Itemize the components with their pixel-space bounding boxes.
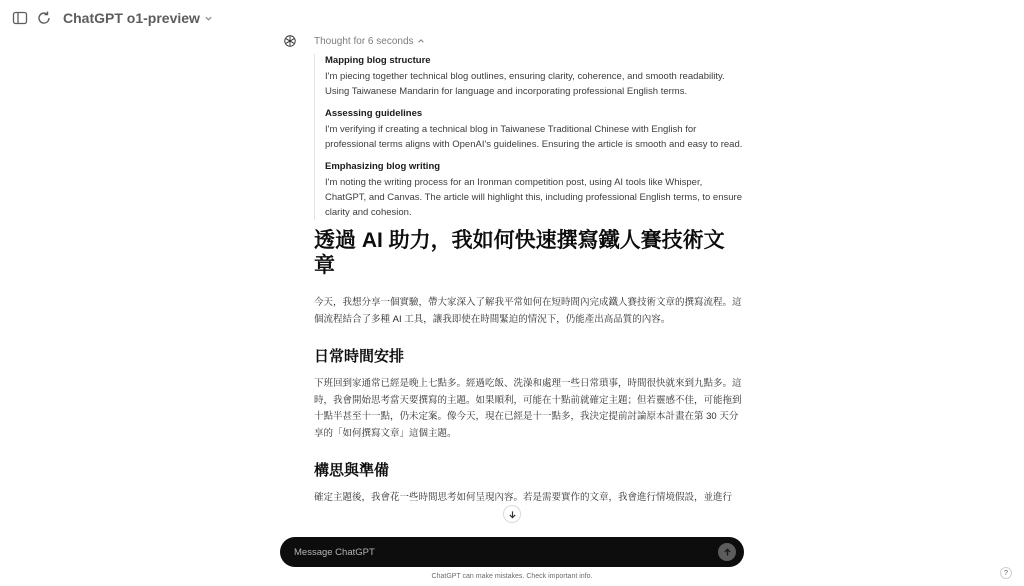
- section-body: 下班回到家通常已經是晚上七點多。經過吃飯、洗澡和處理一些日常瑣事，時間很快就來到九點多。這時，我會開始思考當天要撰寫的主題。如果順利，可能在十點前就確定主題；但若靈感不佳，可能拖到十點半甚至十一點，仍未定案。像今天，現在已經是十一點多，我決定提前討論原本計畫在第 30 天分享的「如何撰寫文章」這個主題。: [314, 378, 742, 439]
- article-intro: 今天，我想分享一個實驗，帶大家深入了解我平常如何在短時間內完成鐵人賽技術文章的撰寫流程。這個流程結合了多種 AI 工具，讓我即使在時間緊迫的情況下，仍能產出高品質的內容。: [314, 297, 742, 325]
- send-button[interactable]: [718, 543, 736, 561]
- thought-step-text: I'm piecing together technical blog outlines, ensuring clarity, coherence, and smooth readability. Using Taiwanese Mandarin for language and incorporating professional English terms.: [325, 71, 725, 97]
- thought-step-title: Mapping blog structure: [325, 55, 431, 66]
- thought-step-text: I'm noting the writing process for an Ironman competition post, using AI tools like Whisper, ChatGPT, and Canvas. The article will highlight this, including professional English terms, to ensure clarity and cohesion.: [325, 177, 742, 218]
- message-composer: [280, 537, 744, 567]
- arrow-up-icon: [723, 548, 732, 557]
- section-heading: 日常時間安排: [314, 348, 405, 366]
- thought-toggle[interactable]: [314, 34, 744, 48]
- article-title: 透過 AI 助力，我如何快速撰寫鐵人賽技術文章: [314, 229, 725, 278]
- sidebar-toggle-icon[interactable]: [12, 10, 28, 26]
- thought-step: [325, 107, 744, 152]
- thought-step-title: Assessing guidelines: [325, 108, 423, 120]
- thought-step: [325, 54, 744, 99]
- assistant-avatar-icon: [283, 34, 297, 48]
- thought-step-text: I'm verifying if creating a technical blog in Taiwanese Traditional Chinese with English for professional terms aligns with OpenAI's guidelines. Ensuring the article is smooth and easy to read.: [325, 124, 743, 150]
- top-bar: [0, 0, 1024, 36]
- assistant-message: [314, 34, 744, 507]
- arrow-down-icon: [508, 510, 517, 519]
- model-name: ChatGPT o1-preview: [63, 10, 200, 26]
- thought-step: [325, 160, 744, 220]
- thought-toggle-label: Thought for 6 seconds: [314, 35, 414, 47]
- model-selector[interactable]: [63, 10, 213, 26]
- help-button[interactable]: ?: [1000, 567, 1012, 579]
- disclaimer-text: ChatGPT can make mistakes. Check important info.: [431, 573, 593, 580]
- scroll-down-button[interactable]: [503, 505, 521, 523]
- chevron-up-icon: [417, 37, 425, 45]
- message-input[interactable]: [294, 544, 694, 560]
- thought-step-title: Emphasizing blog writing: [325, 161, 441, 173]
- thought-steps: [314, 54, 744, 220]
- chevron-down-icon: [204, 14, 213, 23]
- section-body: 確定主題後，我會花一些時間思考如何呈現內容。若是需要實作的文章，我會進行情境假設，並進行: [314, 492, 733, 504]
- section-heading: 構思與準備: [314, 462, 390, 480]
- refresh-icon[interactable]: [36, 10, 52, 26]
